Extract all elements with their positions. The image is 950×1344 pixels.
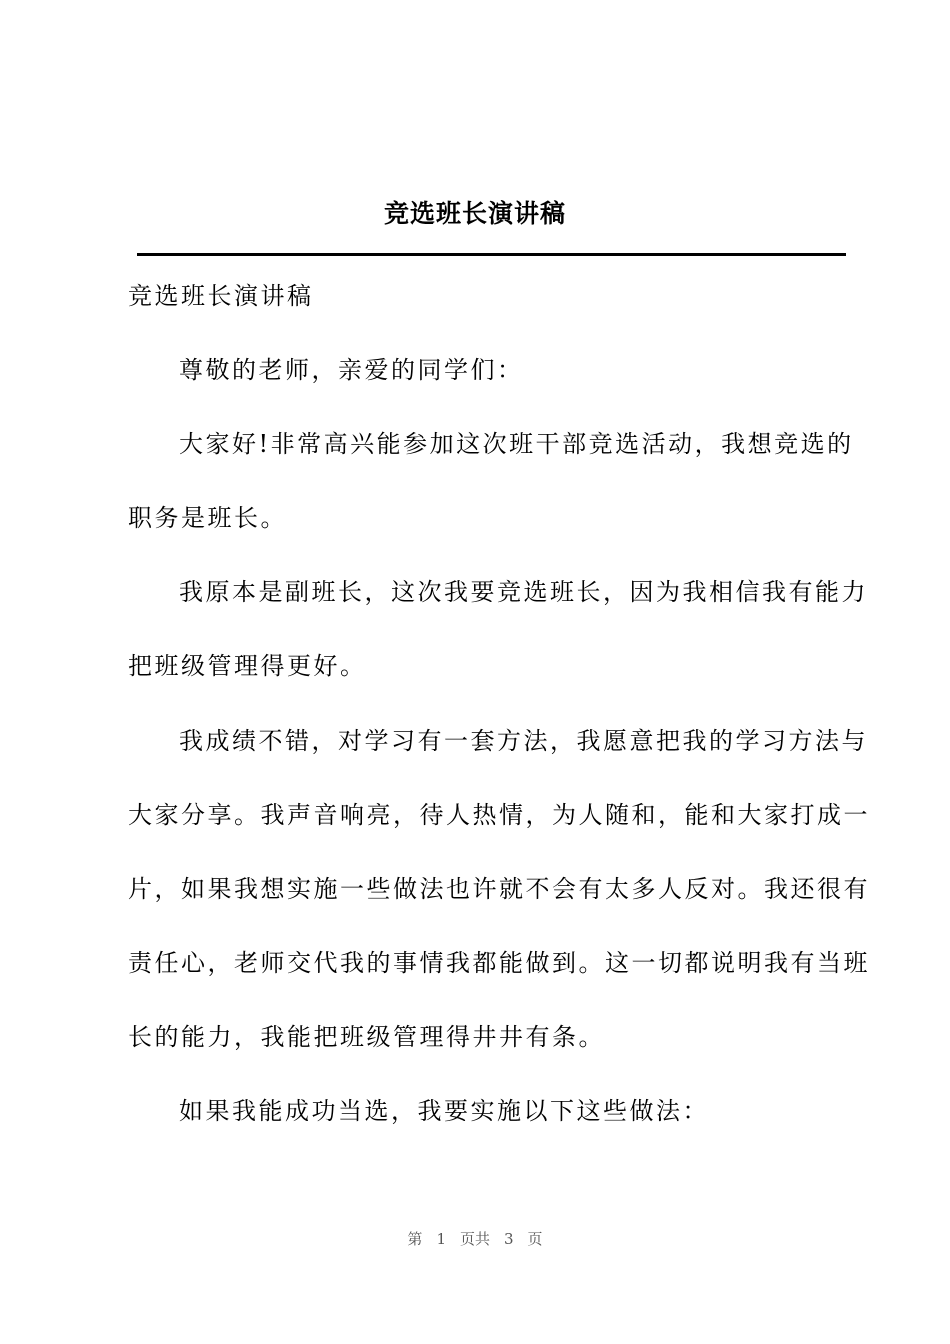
body-line: 如果我能成功当选，我要实施以下这些做法： xyxy=(179,1097,709,1125)
title-underline xyxy=(137,253,846,256)
body-line: 大家分享。我声音响亮，待人热情，为人随和，能和大家打成一 xyxy=(128,801,870,829)
body-line: 把班级管理得更好。 xyxy=(128,652,367,680)
body-line: 尊敬的老师，亲爱的同学们： xyxy=(179,356,524,384)
body-line: 职务是班长。 xyxy=(128,504,287,532)
document-title: 竞选班长演讲稿 xyxy=(383,199,566,228)
body-line: 长的能力，我能把班级管理得井井有条。 xyxy=(128,1023,605,1051)
page-footer xyxy=(0,1228,950,1250)
body-line: 片，如果我想实施一些做法也许就不会有太多人反对。我还很有 xyxy=(128,875,870,903)
body-line: 大家好!非常高兴能参加这次班干部竞选活动，我想竞选的 xyxy=(179,430,854,458)
body-line: 我原本是副班长，这次我要竞选班长，因为我相信我有能力 xyxy=(179,578,868,606)
footer-page-current: 1 xyxy=(436,1230,446,1248)
footer-page-total: 3 xyxy=(504,1230,514,1248)
footer-label: 页共 xyxy=(459,1230,490,1248)
body-line: 竞选班长演讲稿 xyxy=(128,282,314,310)
footer-label: 第 xyxy=(407,1230,423,1248)
body-line: 责任心，老师交代我的事情我都能做到。这一切都说明我有当班 xyxy=(128,949,870,977)
body-line: 我成绩不错，对学习有一套方法，我愿意把我的学习方法与 xyxy=(179,727,868,755)
footer-label: 页 xyxy=(527,1230,543,1248)
